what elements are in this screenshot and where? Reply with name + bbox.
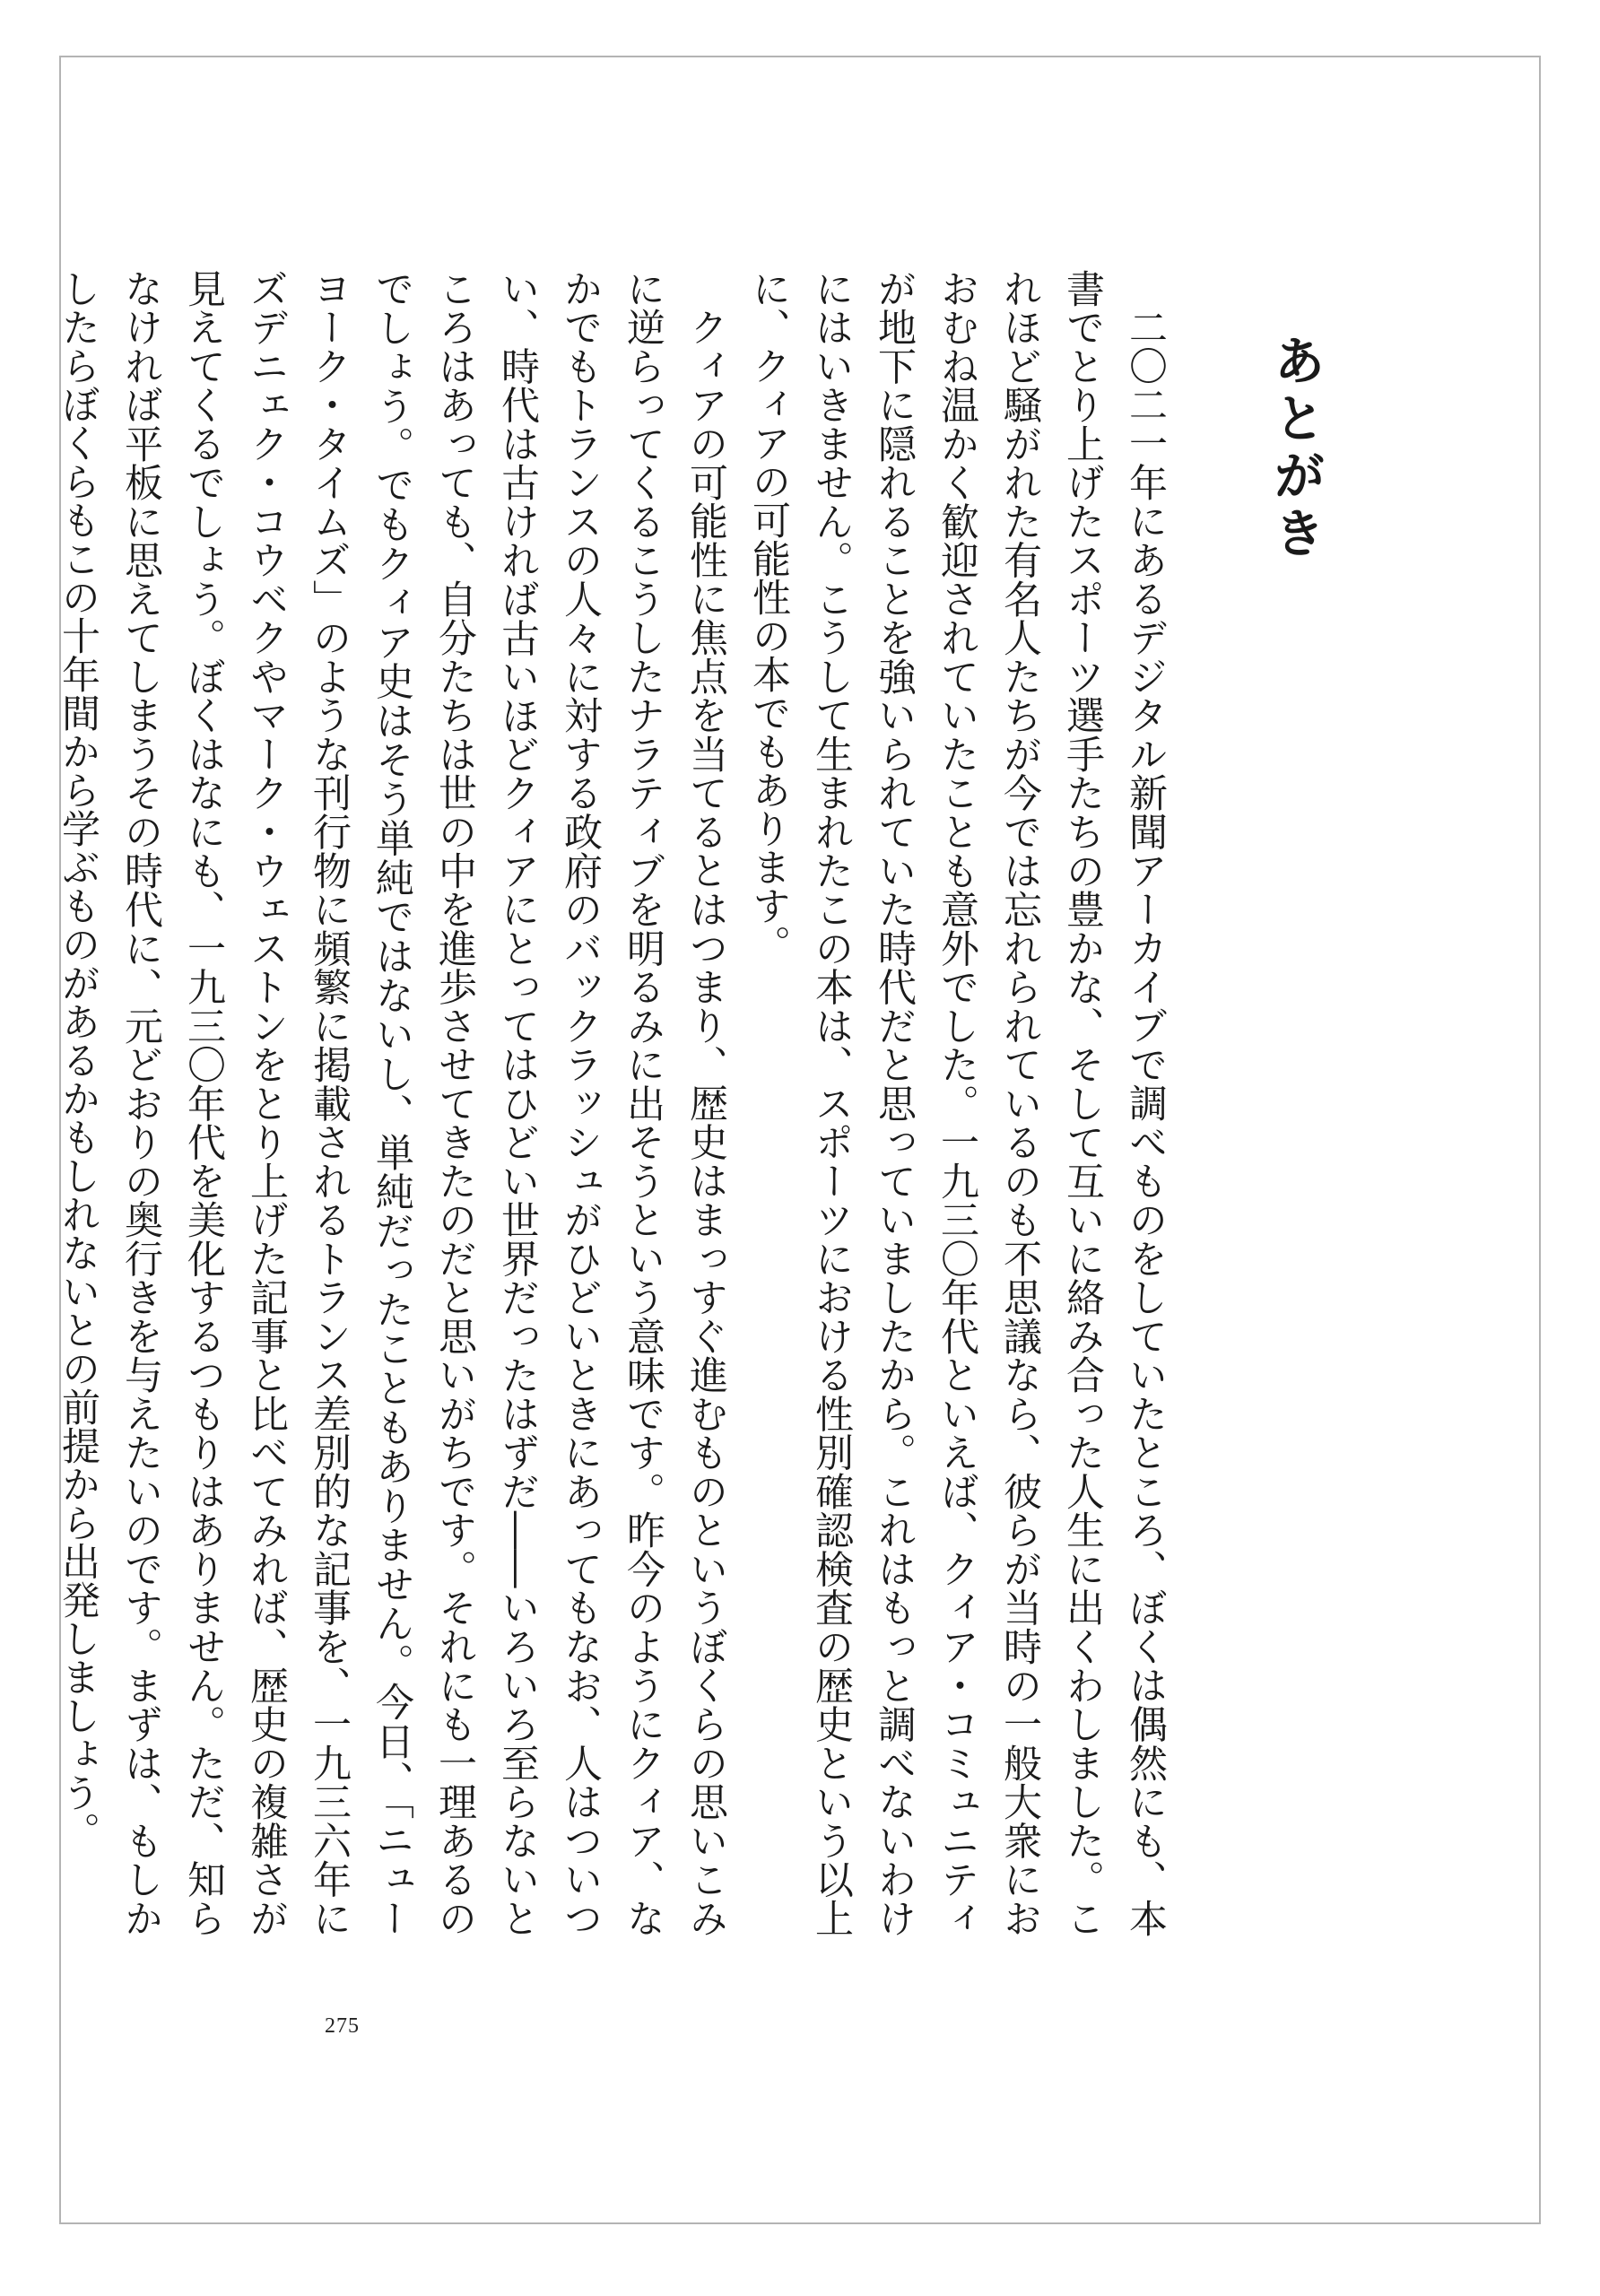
body-text [47,269,1177,1937]
chapter-title: あとがき [1265,334,1326,563]
page-number: 275 [325,2014,360,2038]
paragraph-1: 二〇二一年にあるデジタル新聞アーカイブで調べものをしていたところ、ぼくは偶然にも、本書でとり上げたスポーツ選手たちの豊かな、そして互いに絡み合った人生に出くわしました。これほど騒がれた有名人たちが今では忘れられているのも不思議なら、彼らが当時の一般大衆におおむね温かく歓迎されていたことも意外でした。一九三〇年代といえば、クィア・コミュニティが地下に隠れることを強いられていた時代だと思っていましたから。これはもっと調べないわけにはいきません。こうして生まれたこの本は、スポーツにおける性別確認検査の歴史という以上に、クィアの可能性の本でもあります。 [746,269,1168,1938]
paragraph-2: クィアの可能性に焦点を当てるとはつまり、歴史はまっすぐ進むものというぼくらの思いこみに逆らってくるこうしたナラティブを明るみに出そうという意味です。昨今のようにクィア、なかでもトランスの人々に対する政府のバックラッシュがひどいときにあってもなお、人はついつい、時代は古ければ古いほどクィアにとってはひどい世界だったはずだ――いろいろ至らないところはあっても、自分たちは世の中を進歩させてきたのだと思いがちです。それにも一理あるのでしょう。でもクィア史はそう単純ではないし、単純だったこともありません。今日、「ニューヨーク・タイムズ」のような刊行物に頻繁に掲載されるトランス差別的な記事を、一九三六年にズデニェク・コウベクやマーク・ウェストンをとり上げた記事と比べてみれば、歴史の複雑さが見えてくるでしょう。ぼくはなにも、一九三〇年代を美化するつもりはありません。ただ、知らなければ平板に思えてしまうその時代に、元どおりの奥行きを与えたいのです。まずは、もしかしたらぼくらもこの十年間から学ぶものがあるかもしれないとの前提から出発しましょう。 [56,269,728,1938]
